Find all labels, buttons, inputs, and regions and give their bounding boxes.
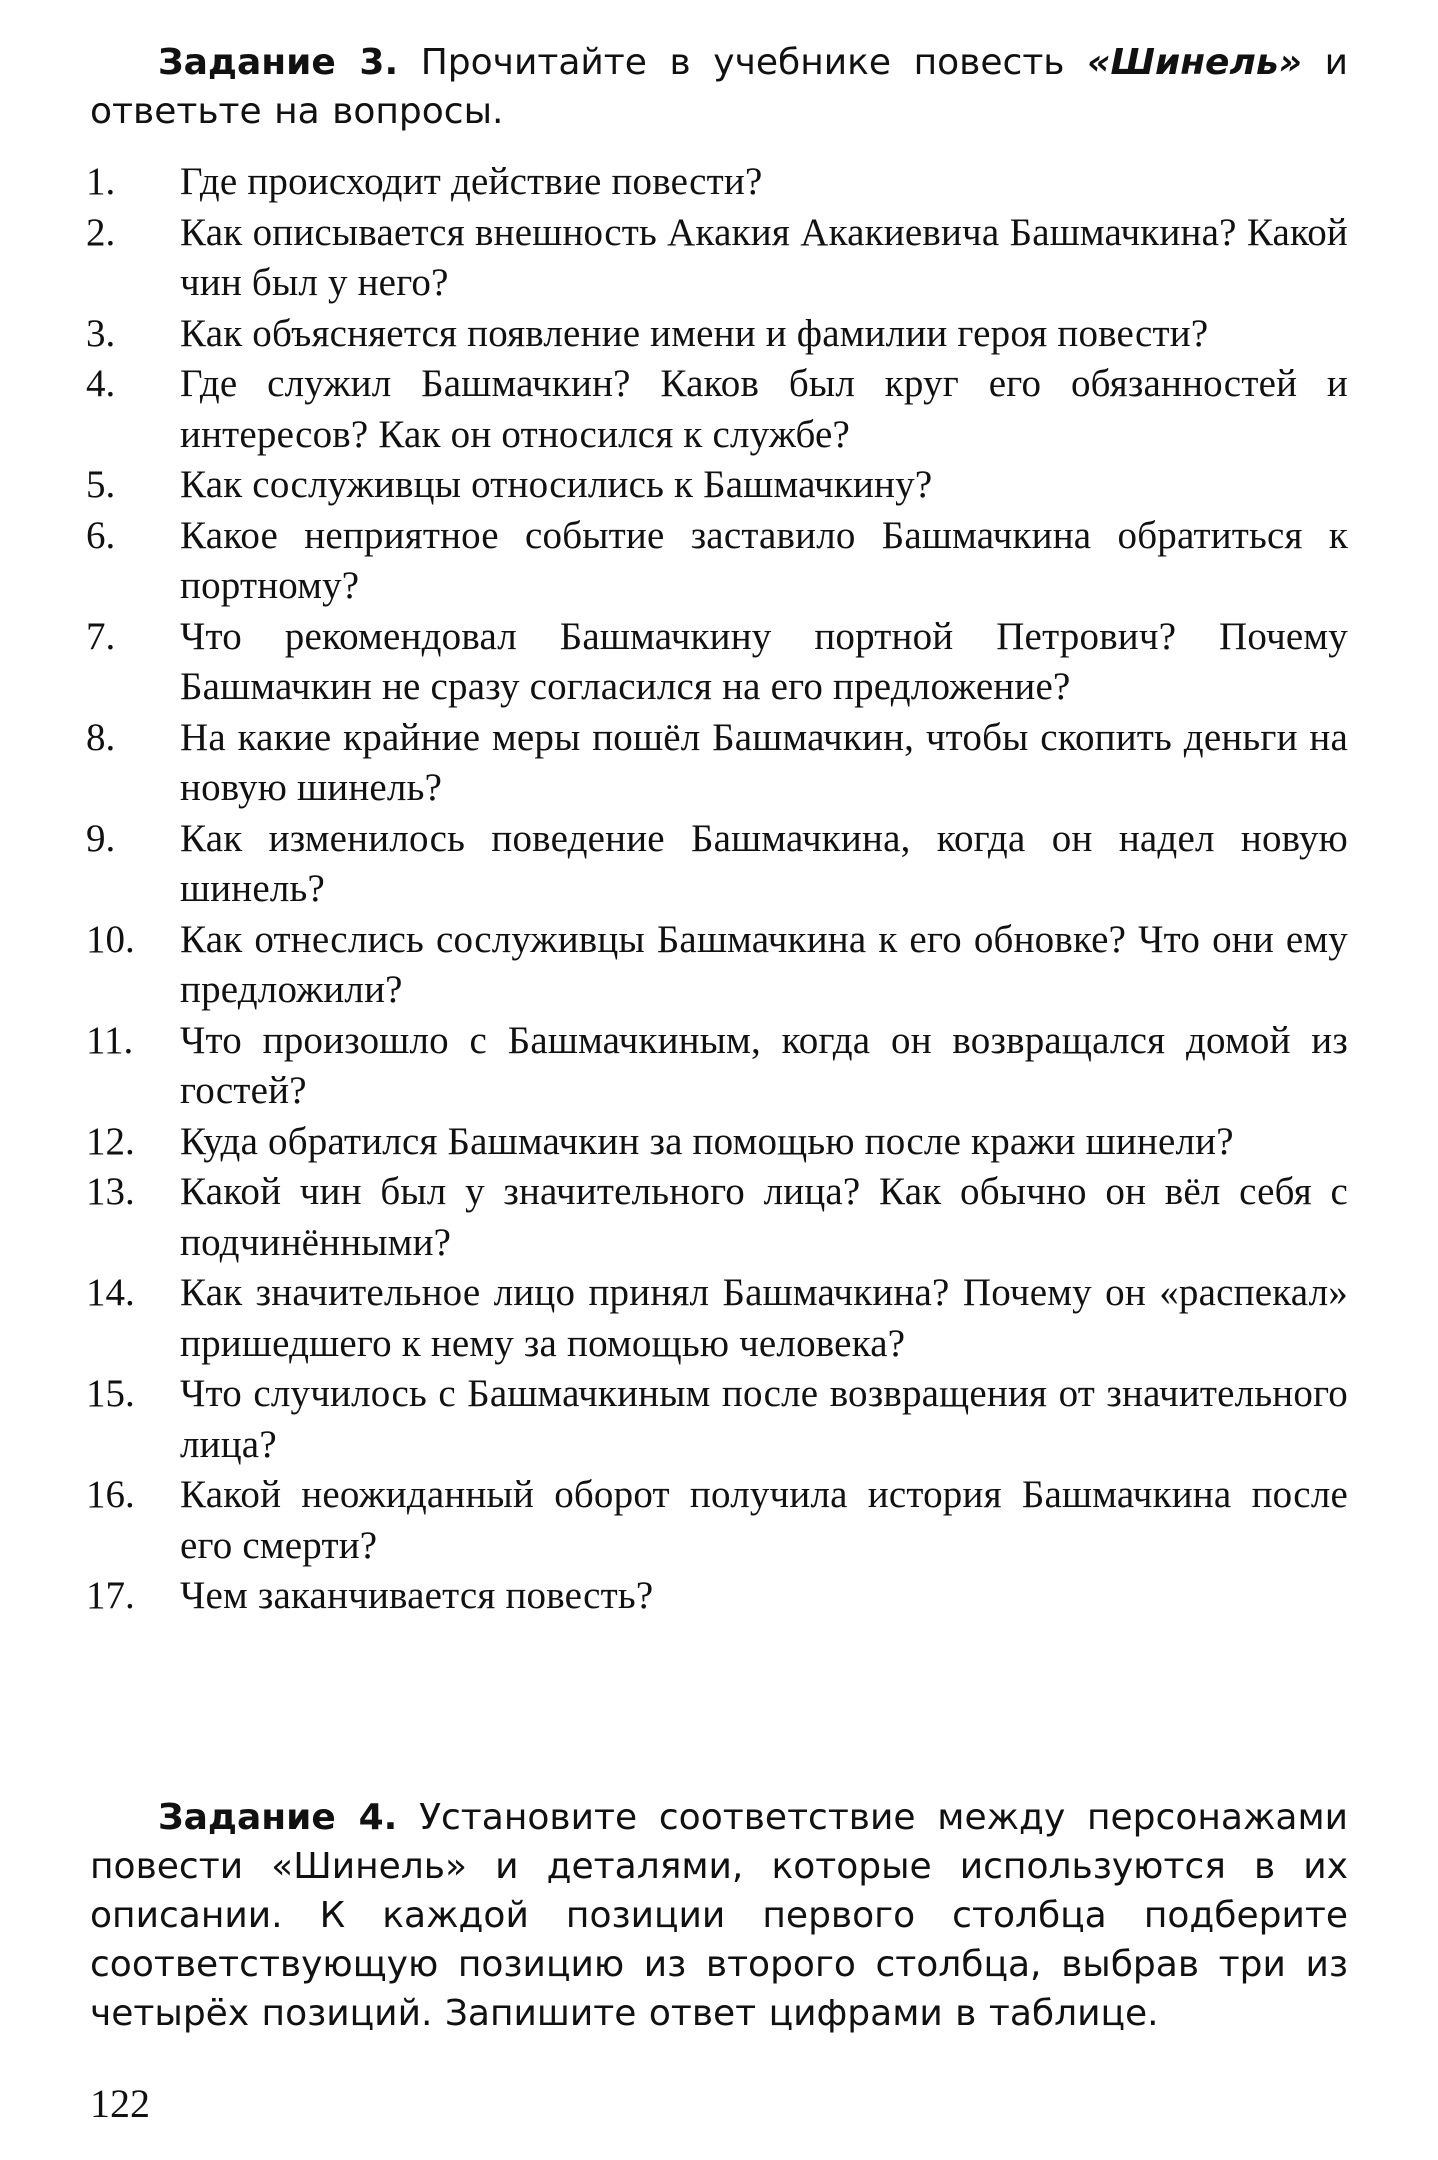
question-number: 17. [86, 1574, 135, 1617]
question-item [0, 1117, 1438, 1168]
question-item [0, 309, 1438, 360]
question-number: 6. [86, 513, 116, 557]
question-text: Как описывается внешность Акакия Акакиевича Башмачкина? Какой чин был у него? [180, 210, 1348, 304]
page-number: 122 [90, 2081, 150, 2126]
question-text: Как отнеслись сослуживцы Башмачкина к его обновке? Что они ему предложили? [180, 917, 1348, 1011]
task-4-paragraph [90, 1793, 1348, 2038]
question-item [0, 814, 1438, 915]
question-text: Как изменилось поведение Башмачкина, когда он надел новую шинель? [180, 816, 1348, 910]
task-3-label: Задание 3. [158, 42, 399, 83]
question-item [0, 208, 1438, 309]
question-text: Чем заканчивается повесть? [180, 1574, 654, 1617]
question-number: 1. [86, 160, 116, 203]
question-text: Какой чин был у значительного лица? Как обычно он вёл себя с подчинёнными? [180, 1170, 1348, 1264]
question-text: Где происходит действие повести? [180, 160, 763, 203]
question-item [0, 915, 1438, 1016]
question-number: 3. [86, 311, 116, 355]
question-item [0, 1167, 1438, 1268]
question-item [0, 612, 1438, 713]
question-item [0, 1268, 1438, 1369]
question-item [0, 460, 1438, 511]
question-number: 7. [86, 614, 116, 658]
question-text: Как объясняется появление имени и фамилии героя повести? [180, 311, 1209, 355]
question-item [0, 157, 1438, 208]
question-number: 16. [86, 1473, 135, 1516]
question-text: Куда обратился Башмачкин за помощью после кражи шинели? [180, 1119, 1234, 1163]
question-number: 9. [86, 816, 116, 860]
question-item [0, 1016, 1438, 1117]
task-3-paragraph [90, 38, 1348, 136]
question-item [0, 1571, 1438, 1622]
task-3-text-after: и ответьте на вопросы. [90, 42, 1348, 132]
question-item [0, 511, 1438, 612]
question-item [0, 1470, 1438, 1571]
question-text: Как значительное лицо принял Башмачкина? Почему он «распекал» пришедшего к нему за помощью человека? [180, 1271, 1348, 1365]
question-number: 12. [86, 1119, 135, 1163]
question-item [0, 359, 1438, 460]
question-number: 11. [86, 1018, 134, 1062]
task-3-work-title: «Шинель» [1087, 42, 1303, 83]
question-text: Какое неприятное событие заставило Башмачкина обратиться к портному? [180, 513, 1348, 607]
task-3-text-before: Прочитайте в учебнике повесть [398, 42, 1088, 83]
question-number: 2. [86, 210, 116, 254]
question-text: Что случилось с Башмачкиным после возвращения от значительного лица? [180, 1372, 1348, 1466]
task-4-label: Задание 4. [158, 1797, 398, 1838]
question-number: 10. [86, 917, 135, 961]
question-number: 8. [86, 715, 116, 759]
question-number: 14. [86, 1271, 135, 1314]
question-number: 5. [86, 463, 116, 506]
question-text: Какой неожиданный оборот получила история Башмачкина после его смерти? [180, 1473, 1348, 1567]
question-number: 15. [86, 1372, 135, 1415]
task-4-instructions [90, 1793, 1348, 2038]
question-text: Как сослуживцы относились к Башмачкину? [180, 463, 933, 506]
question-number: 13. [86, 1170, 135, 1213]
question-text: Где служил Башмачкин? Каков был круг его обязанностей и интересов? Как он относился к службе? [180, 362, 1348, 456]
question-text: Что рекомендовал Башмачкину портной Петрович? Почему Башмачкин не сразу согласился на его предложение? [180, 614, 1348, 708]
question-number: 4. [86, 362, 116, 405]
task-4-text: Установите соответствие между персонажами повести «Шинель» и деталями, которые используются в их описании. К каждой позиции первого столбца подберите соответствующую позицию из второго столбца, выбрав три из четырёх позиций. Запишите ответ цифрами в таблице. [90, 1797, 1348, 2034]
question-item [0, 713, 1438, 814]
question-text: Что произошло с Башмачкиным, когда он возвращался домой из гостей? [180, 1018, 1348, 1112]
question-text: На какие крайние меры пошёл Башмачкин, чтобы скопить деньги на новую шинель? [180, 715, 1348, 809]
question-item [0, 1369, 1438, 1470]
question-list [0, 157, 1438, 1622]
task-3-instructions [90, 38, 1348, 136]
